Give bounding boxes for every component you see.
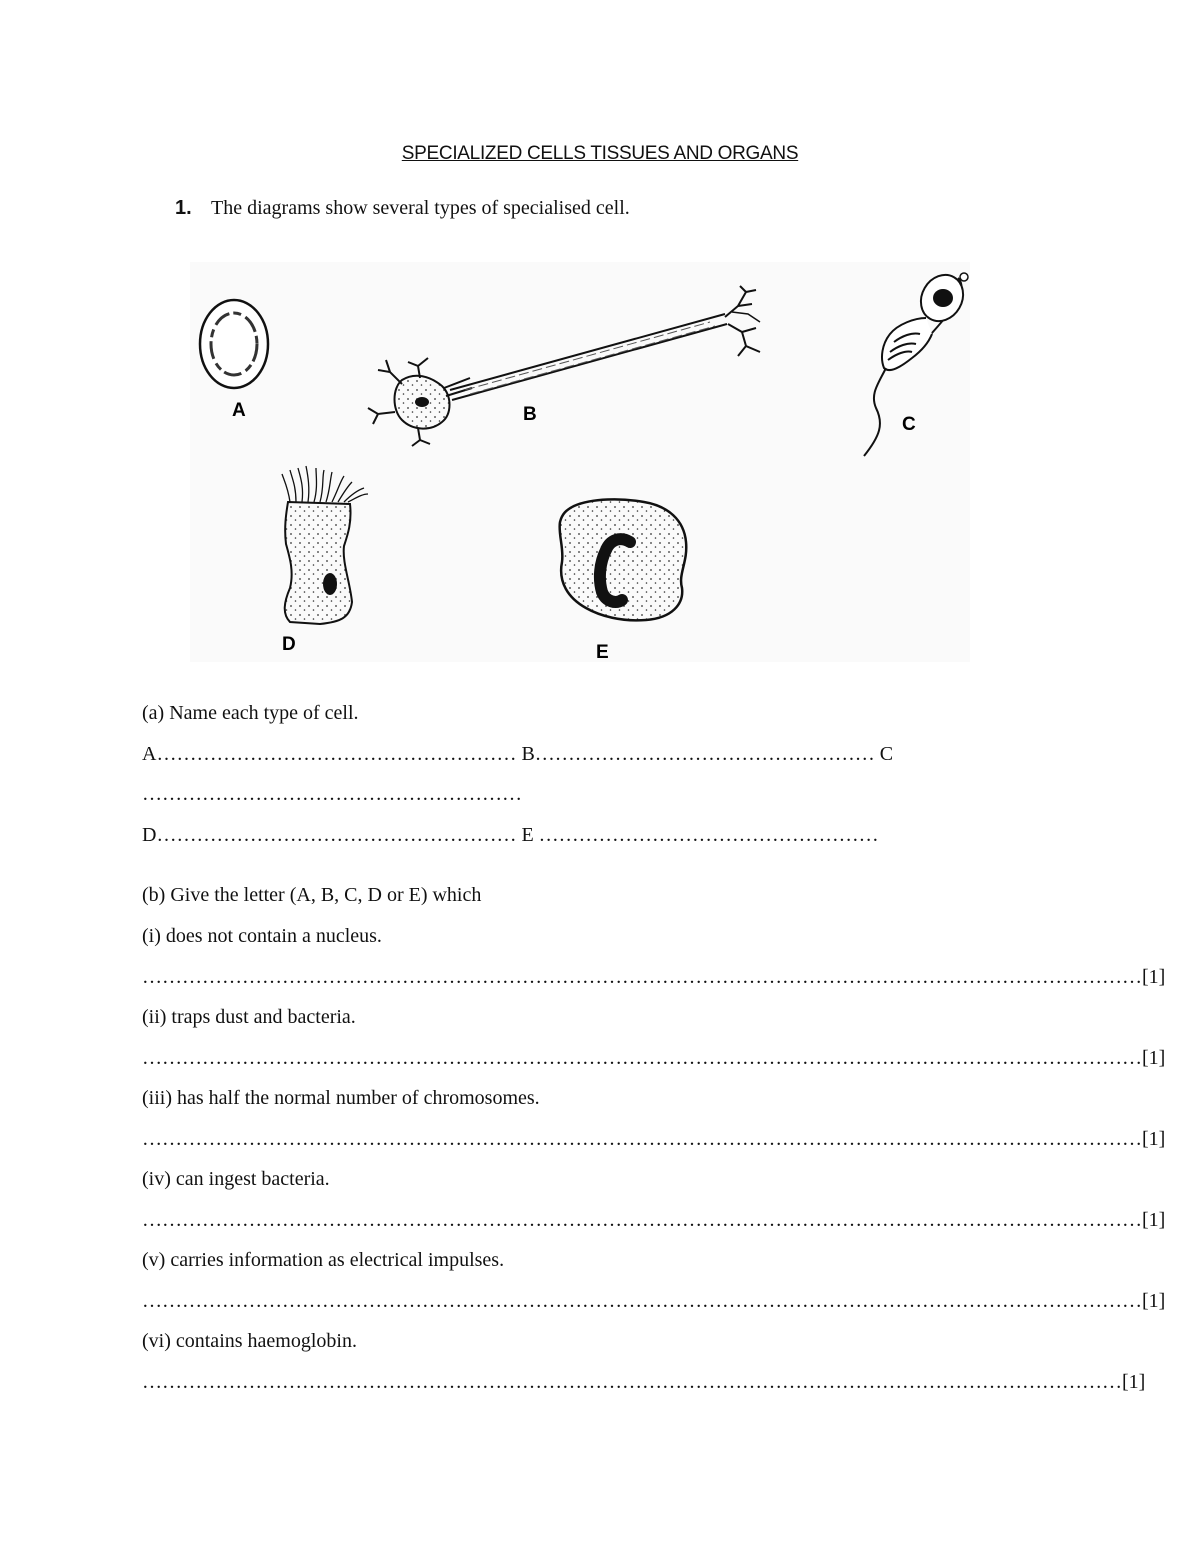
part-b-item-vi: (vi) contains haemoglobin. [142, 1330, 357, 1352]
part-b-answer-iii[interactable] [142, 1128, 1165, 1151]
answer-line[interactable]: …………………………………………………………………………………………………………………………………… [142, 1290, 1142, 1312]
part-b-item-iv: (iv) can ingest bacteria. [142, 1168, 330, 1190]
part-b-answer-i[interactable] [142, 966, 1165, 989]
mark-allocation: [1] [1142, 1290, 1166, 1312]
label-a: A [232, 400, 246, 421]
mark-allocation: [1] [1122, 1371, 1146, 1393]
part-b-item-iii: (iii) has half the normal number of chromosomes. [142, 1087, 540, 1109]
part-b-item-i: (i) does not contain a nucleus. [142, 925, 382, 947]
answer-line[interactable]: …………………………………………………………………………………………………………………………………… [142, 966, 1142, 988]
answer-line[interactable]: ………………………………………………………………………………………………………………………………… [142, 1371, 1122, 1393]
label-e: E [596, 642, 609, 662]
mark-allocation: [1] [1142, 966, 1166, 988]
answer-line[interactable]: …………………………………………………………………………………………………………………………………… [142, 1047, 1142, 1069]
part-b-item-v: (v) carries information as electrical impulses. [142, 1249, 505, 1271]
label-b: B [523, 404, 537, 425]
page-title: SPECIALIZED CELLS TISSUES AND ORGANS [401, 143, 799, 164]
part-b-answer-vi[interactable] [142, 1371, 1145, 1394]
question-text: The diagrams show several types of specialised cell. [211, 197, 630, 219]
part-b-answer-v[interactable] [142, 1290, 1165, 1313]
answer-line[interactable]: …………………………………………………………………………………………………………………………………… [142, 1209, 1142, 1231]
part-a-answer-line-3[interactable]: D……………………………………………… E …………………………………………… [142, 824, 879, 846]
question-number: 1. [175, 197, 192, 219]
label-c: C [902, 414, 916, 435]
question-1 [175, 197, 630, 220]
mark-allocation: [1] [1142, 1209, 1166, 1231]
part-a-prompt: (a) Name each type of cell. [142, 702, 359, 724]
part-a-answer-line-1[interactable]: A……………………………………………… B…………………………………………… C [142, 743, 894, 765]
cell-diagrams-figure [190, 262, 970, 662]
part-b-answer-iv[interactable] [142, 1209, 1165, 1232]
part-b-prompt: (b) Give the letter (A, B, C, D or E) which [142, 884, 482, 906]
mark-allocation: [1] [1142, 1128, 1166, 1150]
part-a-answer-line-2[interactable]: ………………………………………………… [142, 783, 522, 805]
mark-allocation: [1] [1142, 1047, 1166, 1069]
part-b-item-ii: (ii) traps dust and bacteria. [142, 1006, 356, 1028]
part-b-answer-ii[interactable] [142, 1047, 1165, 1070]
answer-line[interactable]: …………………………………………………………………………………………………………………………………… [142, 1128, 1142, 1150]
label-d: D [282, 634, 296, 655]
